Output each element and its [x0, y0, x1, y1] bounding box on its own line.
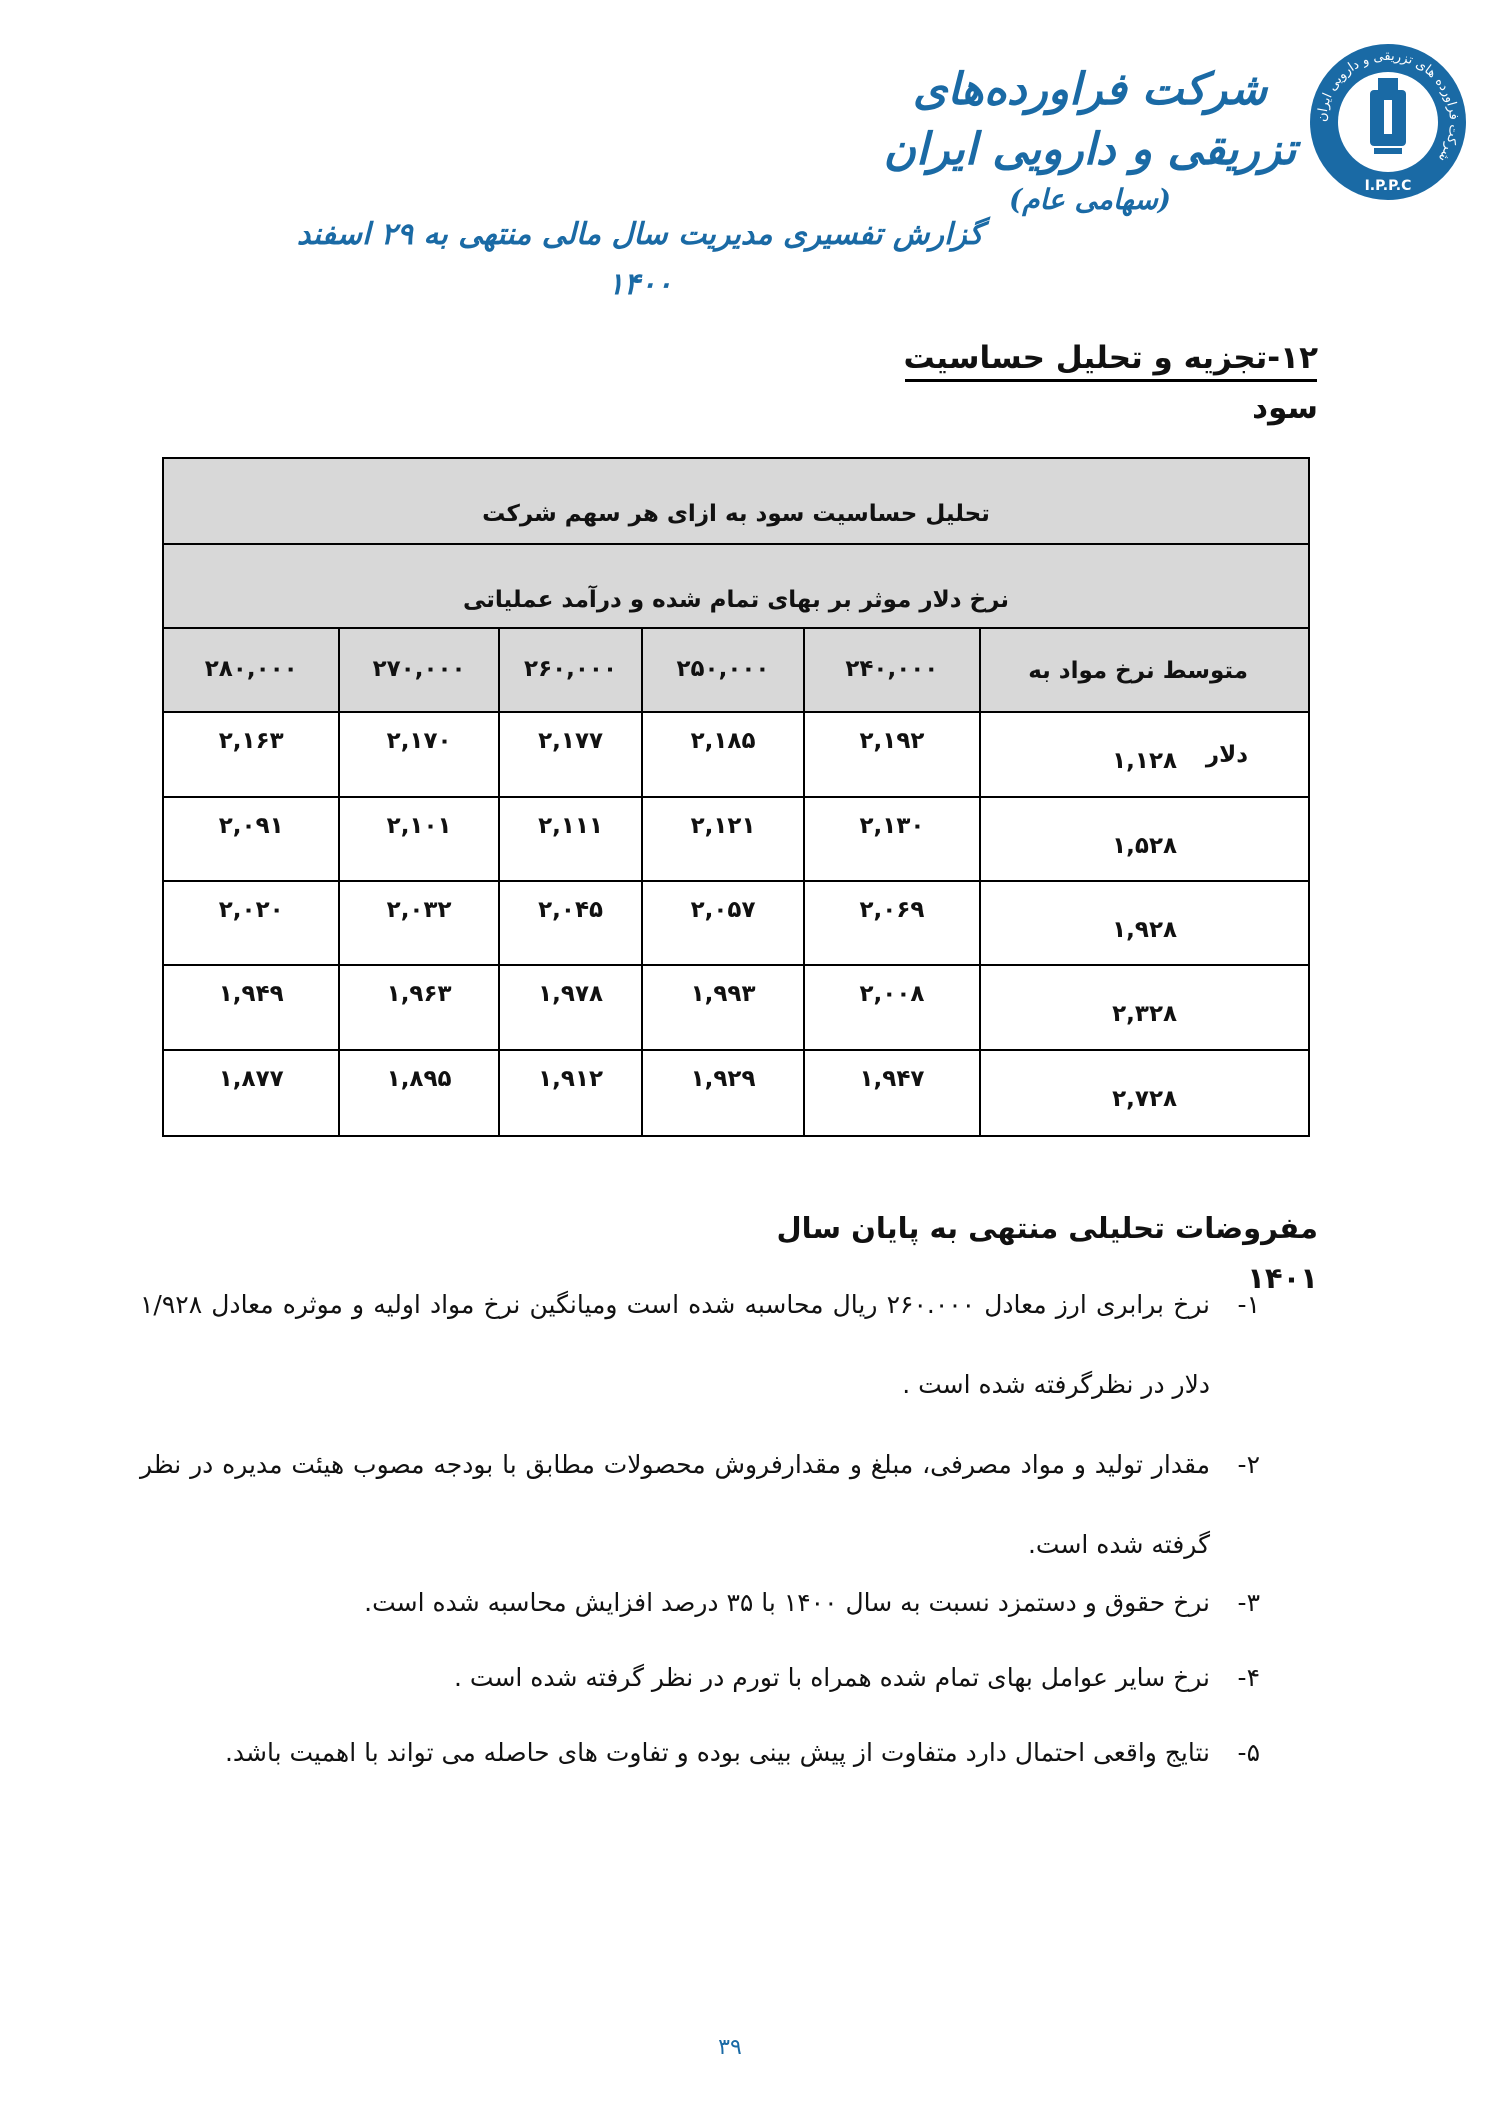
- assumption-number: ۲-: [1237, 1450, 1260, 1479]
- assumption-item: [140, 1265, 1260, 1425]
- table-cell: ۱,۹۱۲: [498, 1051, 642, 1135]
- table-column-header: ۲۴۰,۰۰۰: [803, 629, 979, 711]
- assumption-item: [140, 1638, 1260, 1718]
- table-cell: ۲,۱۷۷: [498, 713, 642, 796]
- page-number: ۳۹: [718, 2035, 742, 2060]
- table-cell: ۱,۹۷۸: [498, 966, 642, 1049]
- assumption-number: ۴-: [1237, 1663, 1260, 1692]
- table-cell: ۱,۹۹۳: [641, 966, 802, 1049]
- table-cell: ۱,۹۴۹: [218, 981, 284, 1007]
- table-row: [164, 1051, 1308, 1135]
- table-cell: ۱,۸۹۵: [338, 1051, 497, 1135]
- table-corner-label: متوسط نرخ مواد به دلار: [979, 629, 1308, 711]
- table-subtitle: نرخ دلار موثر بر بهای تمام شده و درآمد عملیاتی: [164, 545, 1308, 629]
- assumption-text: نرخ سایر عوامل بهای تمام شده همراه با تورم در نظر گرفته شده است .: [454, 1663, 1210, 1692]
- assumption-text: نرخ حقوق و دستمزد نسبت به سال ۱۴۰۰ با ۳۵ درصد افزایش محاسبه شده است.: [364, 1588, 1210, 1617]
- table-cell: ۲,۱۷۰: [338, 713, 497, 796]
- table-cell: ۲,۰۳۲: [338, 882, 497, 964]
- assumptions-heading: مفروضات تحلیلی منتهی به پایان سال ۱۴۰۱: [776, 1211, 1318, 1295]
- table-row: [164, 966, 1308, 1051]
- assumption-item: [140, 1425, 1260, 1585]
- section-heading: ۱۲-تجزیه و تحلیل حساسیت سود: [903, 340, 1318, 426]
- table-column-header: ۲۸۰,۰۰۰: [204, 656, 298, 682]
- company-type: (سهامی عام): [1008, 183, 1172, 216]
- assumption-number: ۵-: [1237, 1738, 1260, 1767]
- assumption-text: نرخ برابری ارز معادل ۲۶۰.۰۰۰ ریال محاسبه شده است ومیانگین نرخ مواد اولیه و موثره معادل ۱/۹۲۸ دلار در نظرگرفته شده است .: [140, 1290, 1210, 1399]
- report-title: گزارش تفسیری مدیریت سال مالی منتهی به ۲۹ اسفند ۱۴۰۰: [296, 217, 984, 302]
- table-title: تحلیل حساسیت سود به ازای هر سهم شرکت: [164, 459, 1308, 545]
- company-name: شرکت فراورده‌های تزریقی و دارویی ایران: [883, 64, 1297, 175]
- table-cell: ۲,۱۸۵: [641, 713, 802, 796]
- table-cell: ۲,۰۵۷: [641, 882, 802, 964]
- table-column-header: ۲۷۰,۰۰۰: [338, 629, 497, 711]
- table-cell: ۲,۰۴۵: [498, 882, 642, 964]
- assumption-number: ۳-: [1237, 1588, 1260, 1617]
- table-cell: ۲,۱۱۱: [498, 798, 642, 880]
- table-cell: ۲,۱۶۳: [218, 728, 284, 754]
- table-column-header: ۲۵۰,۰۰۰: [641, 629, 802, 711]
- table-cell: ۱,۹۲۹: [641, 1051, 802, 1135]
- table-row: [164, 798, 1308, 882]
- table-column-header: ۲۶۰,۰۰۰: [498, 629, 641, 711]
- table-row-label: ۱,۹۲۸: [979, 882, 1308, 964]
- table-row-label: ۲,۷۲۸: [979, 1051, 1308, 1135]
- table-row-label: ۱,۵۲۸: [979, 798, 1308, 880]
- table-cell: ۲,۰۹۱: [218, 813, 284, 839]
- table-row-label: ۲,۳۲۸: [979, 966, 1308, 1049]
- table-cell: ۲,۱۲۱: [641, 798, 802, 880]
- company-logotype: [875, 60, 1305, 216]
- assumption-number: ۱-: [1237, 1290, 1260, 1319]
- table-cell: ۲,۰۲۰: [218, 897, 284, 923]
- assumption-item: [140, 1713, 1260, 1793]
- table-cell: ۲,۱۳۰: [803, 798, 979, 880]
- table-cell: ۱,۹۶۳: [338, 966, 497, 1049]
- section-heading-underline: [905, 379, 1317, 382]
- table-cell: ۲,۱۰۱: [338, 798, 497, 880]
- assumption-text: مقدار تولید و مواد مصرفی، مبلغ و مقدارفروش محصولات مطابق با بودجه مصوب هیئت مدیره در نظر گرفته شده است.: [140, 1450, 1210, 1559]
- emblem-initials: I.P.P.C: [1364, 178, 1412, 194]
- table-cell: ۲,۱۹۲: [803, 713, 979, 796]
- table-cell: ۲,۰۶۹: [803, 882, 979, 964]
- assumption-item: [140, 1563, 1260, 1643]
- table-row-label: ۱,۱۲۸: [979, 713, 1308, 796]
- table-cell: ۱,۸۷۷: [218, 1066, 284, 1092]
- table-row: [164, 882, 1308, 966]
- company-emblem-logo: [1308, 40, 1468, 205]
- table-row: [164, 713, 1308, 798]
- emblem-ring-text: شرکت فراورده های تزریقی و دارویی ایران: [1314, 48, 1462, 165]
- table-cell: ۱,۹۴۷: [803, 1051, 979, 1135]
- sensitivity-table: [162, 457, 1310, 1137]
- table-cell: ۲,۰۰۸: [803, 966, 979, 1049]
- assumption-text: نتایج واقعی احتمال دارد متفاوت از پیش بینی بوده و تفاوت های حاصله می تواند با اهمیت باشد.: [224, 1738, 1210, 1767]
